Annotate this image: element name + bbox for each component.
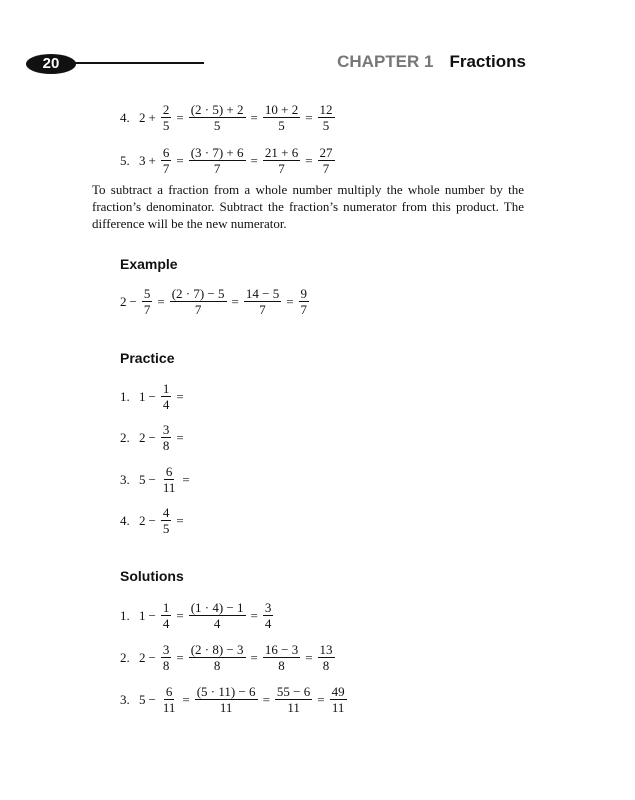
fraction: $\frac{(2 \cdot 8) - 3}{8}$ xyxy=(190,642,244,673)
fraction: $\frac{12}{5}$ xyxy=(319,102,333,133)
solutions-heading: Solutions xyxy=(120,568,184,584)
fraction: $\frac{(2 \cdot 7) - 5}{7}$ xyxy=(171,286,225,317)
solution-3-equation: 3. 5 − $\frac{6}{11}$ = $\frac{(5 \cdot 11) - 6}{11}$ = $\frac{55 - 6}{11}$ = $\frac{49}{11}$ xyxy=(120,684,345,715)
fraction: $\frac{3}{8}$ xyxy=(162,422,170,453)
fraction: $\frac{9}{7}$ xyxy=(300,286,308,317)
fraction: $\frac{6}{7}$ xyxy=(162,145,170,176)
fraction: $\frac{5}{7}$ xyxy=(143,286,151,317)
fraction: $\frac{3}{4}$ xyxy=(264,600,272,631)
fraction: $\frac{6}{11}$ xyxy=(162,684,176,715)
fraction: $\frac{4}{5}$ xyxy=(162,505,170,536)
fraction: $\frac{(1 \cdot 4) - 1}{4}$ xyxy=(190,600,244,631)
chapter-heading xyxy=(337,52,526,72)
fraction: $\frac{(3 \cdot 7) + 6}{7}$ xyxy=(190,145,244,176)
practice-problem-2: 2. 2 − $\frac{3}{8}$ = xyxy=(120,422,184,453)
fraction: $\frac{49}{11}$ xyxy=(331,684,345,715)
fraction: $\frac{10 + 2}{5}$ xyxy=(264,102,299,133)
fraction: $\frac{55 - 6}{11}$ xyxy=(276,684,311,715)
solution-1-equation: 1. 1 − $\frac{1}{4}$ = $\frac{(1 \cdot 4) - 1}{4}$ = $\frac{3}{4}$ xyxy=(120,600,272,631)
fraction: $\frac{1}{4}$ xyxy=(162,600,170,631)
fraction: $\frac{(2 \cdot 5) + 2}{5}$ xyxy=(190,102,244,133)
fraction: $\frac{3}{8}$ xyxy=(162,642,170,673)
example-heading: Example xyxy=(120,256,178,272)
fraction: $\frac{21 + 6}{7}$ xyxy=(264,145,299,176)
solution-4-equation: 4. 2 + $\frac{2}{5}$ = $\frac{(2 \cdot 5) + 2}{5}$ = $\frac{10 + 2}{5}$ = $\frac{12}{5}$ xyxy=(120,102,333,133)
solution-2-equation: 2. 2 − $\frac{3}{8}$ = $\frac{(2 \cdot 8) - 3}{8}$ = $\frac{16 - 3}{8}$ = $\frac{13}{8}$ xyxy=(120,642,333,673)
practice-problem-3: 3. 5 − $\frac{6}{11}$ = xyxy=(120,464,190,495)
fraction: $\frac{13}{8}$ xyxy=(319,642,333,673)
solution-5-equation: 5. 3 + $\frac{6}{7}$ = $\frac{(3 \cdot 7) + 6}{7}$ = $\frac{21 + 6}{7}$ = $\frac{27}{7}$ xyxy=(120,145,333,176)
fraction: $\frac{2}{5}$ xyxy=(162,102,170,133)
practice-problem-1: 1. 1 − $\frac{1}{4}$ = xyxy=(120,381,184,412)
fraction: $\frac{16 - 3}{8}$ xyxy=(264,642,299,673)
example-equation: 2 − $\frac{5}{7}$ = $\frac{(2 \cdot 7) - 5}{7}$ = $\frac{14 - 5}{7}$ = $\frac{9}{7}$ xyxy=(120,286,308,317)
fraction: $\frac{14 - 5}{7}$ xyxy=(245,286,280,317)
fraction: $\frac{27}{7}$ xyxy=(319,145,333,176)
explanation-paragraph: To subtract a fraction from a whole number multiply the whole number by the fraction’s denominator. Subtract the fraction’s numerator from this product. The difference will be the new numerator. xyxy=(92,182,524,231)
chapter-label: CHAPTER 1 xyxy=(337,52,434,71)
header-rule xyxy=(74,62,204,64)
fraction: $\frac{1}{4}$ xyxy=(162,381,170,412)
page-number: 20 xyxy=(26,54,76,74)
practice-heading: Practice xyxy=(120,350,175,366)
practice-problem-4: 4. 2 − $\frac{4}{5}$ = xyxy=(120,505,184,536)
chapter-title: Fractions xyxy=(449,52,526,71)
fraction: $\frac{(5 \cdot 11) - 6}{11}$ xyxy=(196,684,256,715)
page-header xyxy=(26,52,526,76)
fraction: $\frac{6}{11}$ xyxy=(162,464,176,495)
